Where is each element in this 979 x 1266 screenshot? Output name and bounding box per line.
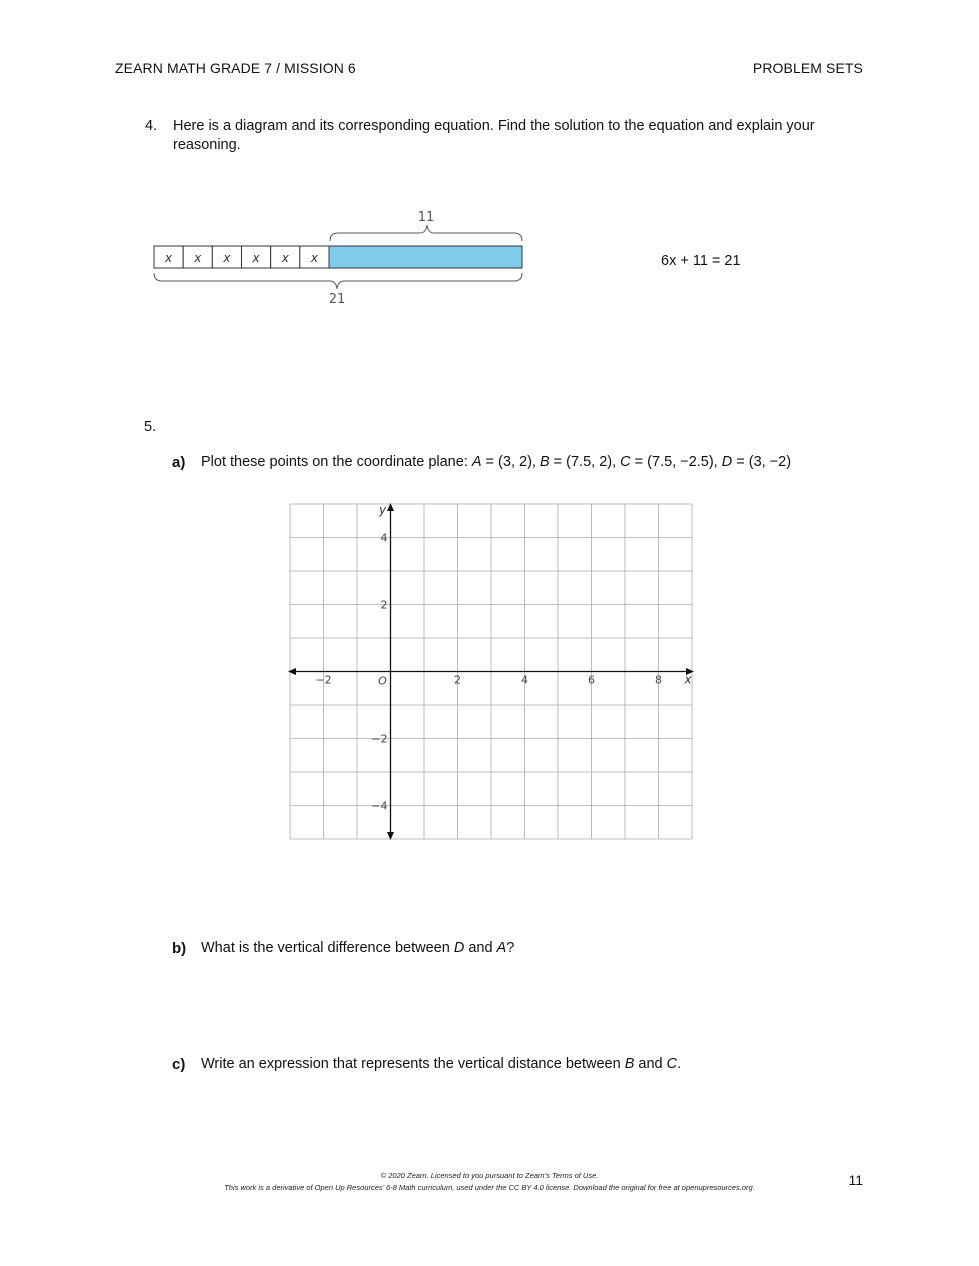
- tape-top-brace: [330, 225, 522, 241]
- origin-label: O: [378, 674, 387, 688]
- x-tick-label: 6: [588, 673, 595, 687]
- q5a-text: Plot these points on the coordinate plane: A = (3, 2), B = (7.5, 2), C = (7.5, −2.5), D = (3, −2): [201, 454, 792, 470]
- page-number: 11: [848, 1172, 863, 1188]
- tape-x-label: x: [252, 251, 260, 265]
- y-axis-label: y: [378, 503, 387, 517]
- tape-x-cells: [154, 246, 329, 268]
- tape-x-label: x: [310, 251, 318, 265]
- x-tick-label: 4: [521, 673, 528, 687]
- tape-shaded-part: [329, 246, 522, 268]
- coordinate-plane[interactable]: [270, 496, 700, 916]
- q4-equation: 6x + 11 = 21: [661, 253, 741, 269]
- tape-x-label: x: [223, 251, 231, 265]
- x-tick-label: 8: [655, 673, 662, 687]
- y-tick-label: 4: [380, 531, 388, 545]
- tape-x-label: x: [281, 251, 289, 265]
- q5-number: 5.: [144, 419, 157, 435]
- q4-text-line2: reasoning.: [173, 137, 241, 153]
- tape-x-label: x: [194, 251, 202, 265]
- header-title: ZEARN MATH GRADE 7 / MISSION 6: [115, 60, 356, 76]
- q5c-text: Write an expression that represents the vertical distance between B and C.: [201, 1056, 682, 1072]
- footer-license: © 2020 Zearn. Licensed to you pursuant to Zearn’s Terms of Use.: [380, 1171, 599, 1180]
- tape-diagram: [148, 205, 533, 310]
- tick-labels: [315, 503, 692, 813]
- x-tick-label: −2: [315, 673, 332, 687]
- y-tick-label: 2: [380, 598, 388, 612]
- q5b-text: What is the vertical difference between D and A?: [201, 940, 515, 956]
- x-axis-label: x: [684, 672, 692, 687]
- x-tick-label: 2: [454, 673, 461, 687]
- tape-bottom-brace: [154, 273, 522, 289]
- q5c-label: c): [172, 1056, 186, 1073]
- q4-number: 4.: [145, 118, 158, 134]
- footer-attribution: This work is a derivative of Open Up Resources’ 6-8 Math curriculum, used under the CC BY 4.0 license. Download the original for free at openupresources.org.: [224, 1183, 755, 1192]
- tape-top-label: 11: [417, 210, 435, 225]
- x-axis-arrow-left: [288, 668, 296, 675]
- tape-x-label: x: [165, 251, 173, 265]
- header-section: PROBLEM SETS: [752, 60, 863, 76]
- q4-text-line1: Here is a diagram and its corresponding equation. Find the solution to the equation and explain your: [173, 118, 815, 134]
- q5a-label: a): [172, 454, 186, 471]
- y-tick-label: −2: [371, 732, 388, 746]
- y-tick-label: −4: [371, 799, 388, 813]
- tape-bottom-label: 21: [328, 292, 346, 307]
- q5b-label: b): [172, 940, 187, 957]
